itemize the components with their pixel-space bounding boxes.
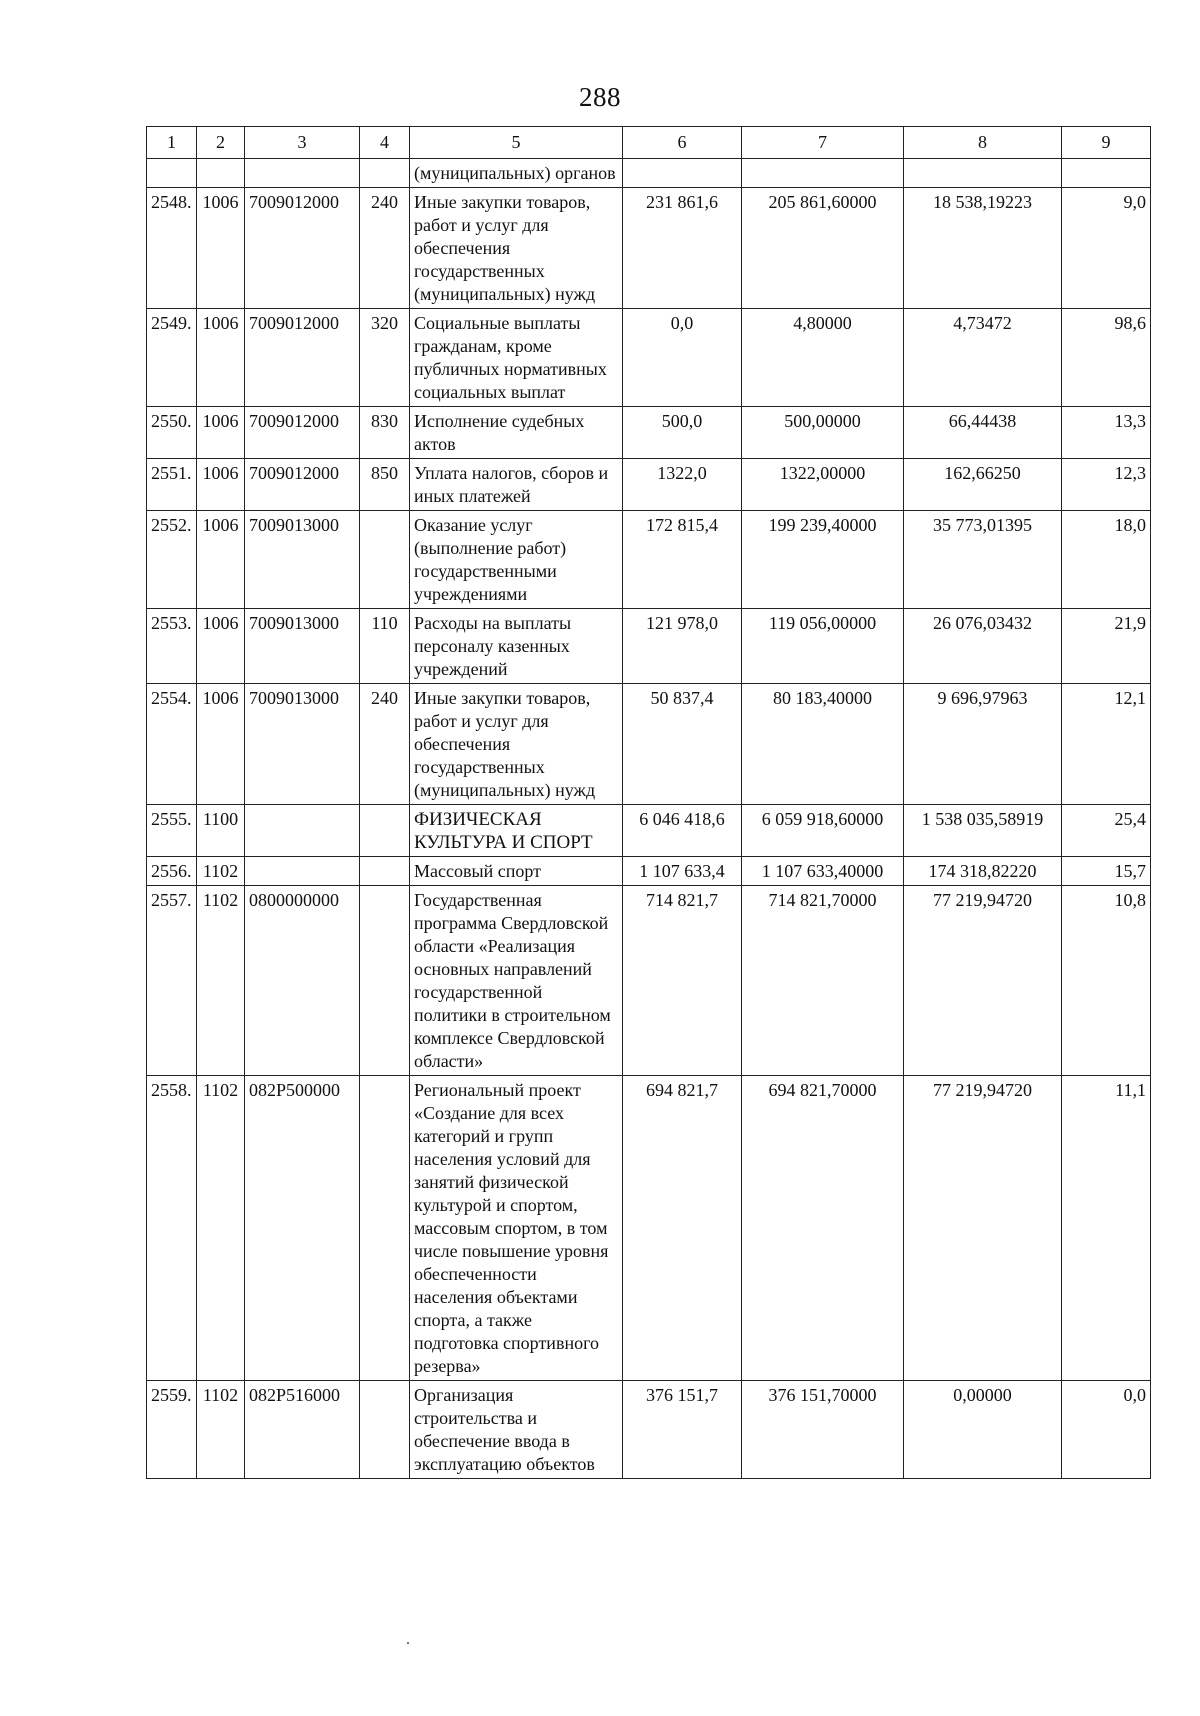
- amount-col6-cell: [623, 159, 742, 188]
- target-code-cell: 7009012000: [245, 407, 360, 459]
- target-code-cell: 7009013000: [245, 609, 360, 684]
- percent-cell: 21,9: [1062, 609, 1151, 684]
- section-code-cell: 1006: [197, 407, 245, 459]
- section-code-cell: 1102: [197, 1381, 245, 1479]
- description-cell: Региональный проект «Создание для всех категорий и групп населения условий для занятий физической культурой и спортом, массовым спортом, в том числе повышение уровня обеспеченности населения объектами спорта, а также подготовка спортивного резерва»: [410, 1076, 623, 1381]
- table-row: [147, 609, 1151, 684]
- percent-cell: 12,3: [1062, 459, 1151, 511]
- amount-col6-cell: 694 821,7: [623, 1076, 742, 1381]
- amount-col8-cell: 162,66250: [904, 459, 1062, 511]
- description-cell: Иные закупки товаров, работ и услуг для обеспечения государственных (муниципальных) нужд: [410, 188, 623, 309]
- table-row: [147, 407, 1151, 459]
- amount-col7-cell: 6 059 918,60000: [742, 805, 904, 857]
- section-code-cell: 1100: [197, 805, 245, 857]
- amount-col6-cell: 172 815,4: [623, 511, 742, 609]
- column-header: 9: [1062, 127, 1151, 159]
- amount-col6-cell: 6 046 418,6: [623, 805, 742, 857]
- amount-col8-cell: 0,00000: [904, 1381, 1062, 1479]
- expense-type-cell: 110: [360, 609, 410, 684]
- amount-col7-cell: [742, 159, 904, 188]
- budget-table: [146, 126, 1151, 1479]
- amount-col8-cell: [904, 159, 1062, 188]
- row-number-cell: 2549.: [147, 309, 197, 407]
- amount-col6-cell: 714 821,7: [623, 886, 742, 1076]
- percent-cell: 9,0: [1062, 188, 1151, 309]
- column-header: 8: [904, 127, 1062, 159]
- row-number-cell: 2552.: [147, 511, 197, 609]
- section-code-cell: 1102: [197, 857, 245, 886]
- page-number: 288: [579, 82, 621, 112]
- amount-col8-cell: 77 219,94720: [904, 886, 1062, 1076]
- column-header: 2: [197, 127, 245, 159]
- amount-col8-cell: 174 318,82220: [904, 857, 1062, 886]
- amount-col8-cell: 66,44438: [904, 407, 1062, 459]
- amount-col6-cell: 121 978,0: [623, 609, 742, 684]
- target-code-cell: [245, 805, 360, 857]
- amount-col6-cell: 500,0: [623, 407, 742, 459]
- target-code-cell: 7009012000: [245, 188, 360, 309]
- percent-cell: 12,1: [1062, 684, 1151, 805]
- percent-cell: 25,4: [1062, 805, 1151, 857]
- target-code-cell: 082P500000: [245, 1076, 360, 1381]
- table-row: [147, 1076, 1151, 1381]
- table-row: [147, 886, 1151, 1076]
- description-cell: (муниципальных) органов: [410, 159, 623, 188]
- amount-col8-cell: 35 773,01395: [904, 511, 1062, 609]
- amount-col7-cell: 4,80000: [742, 309, 904, 407]
- amount-col7-cell: 1 107 633,40000: [742, 857, 904, 886]
- expense-type-cell: [360, 159, 410, 188]
- section-code-cell: 1006: [197, 309, 245, 407]
- percent-cell: 10,8: [1062, 886, 1151, 1076]
- section-code-cell: 1006: [197, 188, 245, 309]
- continuation-row: [147, 159, 1151, 188]
- percent-cell: [1062, 159, 1151, 188]
- description-cell: Расходы на выплаты персоналу казенных учреждений: [410, 609, 623, 684]
- table-body: [147, 159, 1151, 1479]
- target-code-cell: [245, 857, 360, 886]
- description-cell: Исполнение судебных актов: [410, 407, 623, 459]
- percent-cell: 98,6: [1062, 309, 1151, 407]
- column-header: 3: [245, 127, 360, 159]
- table-row: [147, 1381, 1151, 1479]
- amount-col7-cell: 80 183,40000: [742, 684, 904, 805]
- table-row: [147, 459, 1151, 511]
- description-cell: Организация строительства и обеспечение ввода в эксплуатацию объектов: [410, 1381, 623, 1479]
- percent-cell: 13,3: [1062, 407, 1151, 459]
- description-cell: Оказание услуг (выполнение работ) государственными учреждениями: [410, 511, 623, 609]
- target-code-cell: 7009013000: [245, 684, 360, 805]
- expense-type-cell: [360, 511, 410, 609]
- table-row: [147, 188, 1151, 309]
- row-number-cell: 2553.: [147, 609, 197, 684]
- section-code-cell: 1006: [197, 609, 245, 684]
- section-code-cell: [197, 159, 245, 188]
- row-number-cell: 2551.: [147, 459, 197, 511]
- amount-col6-cell: 1322,0: [623, 459, 742, 511]
- row-number-cell: 2559.: [147, 1381, 197, 1479]
- section-code-cell: 1102: [197, 886, 245, 1076]
- amount-col8-cell: 1 538 035,58919: [904, 805, 1062, 857]
- amount-col7-cell: 199 239,40000: [742, 511, 904, 609]
- amount-col7-cell: 376 151,70000: [742, 1381, 904, 1479]
- row-number-cell: 2555.: [147, 805, 197, 857]
- percent-cell: 11,1: [1062, 1076, 1151, 1381]
- expense-type-cell: 240: [360, 684, 410, 805]
- description-cell: Государственная программа Свердловской области «Реализация основных направлений государственной политики в строительном комплексе Свердловской области»: [410, 886, 623, 1076]
- amount-col8-cell: 4,73472: [904, 309, 1062, 407]
- amount-col8-cell: 18 538,19223: [904, 188, 1062, 309]
- amount-col6-cell: 376 151,7: [623, 1381, 742, 1479]
- description-cell: Социальные выплаты гражданам, кроме публичных нормативных социальных выплат: [410, 309, 623, 407]
- expense-type-cell: [360, 805, 410, 857]
- row-number-cell: 2556.: [147, 857, 197, 886]
- amount-col7-cell: 1322,00000: [742, 459, 904, 511]
- expense-type-cell: [360, 1076, 410, 1381]
- section-code-cell: 1006: [197, 684, 245, 805]
- percent-cell: 18,0: [1062, 511, 1151, 609]
- scan-speck: [407, 1642, 409, 1644]
- expense-type-cell: [360, 886, 410, 1076]
- target-code-cell: 082P516000: [245, 1381, 360, 1479]
- target-code-cell: 7009012000: [245, 459, 360, 511]
- expense-type-cell: 850: [360, 459, 410, 511]
- amount-col6-cell: 50 837,4: [623, 684, 742, 805]
- target-code-cell: 0800000000: [245, 886, 360, 1076]
- amount-col6-cell: 0,0: [623, 309, 742, 407]
- expense-type-cell: 320: [360, 309, 410, 407]
- amount-col6-cell: 231 861,6: [623, 188, 742, 309]
- row-number-cell: 2554.: [147, 684, 197, 805]
- column-header: 1: [147, 127, 197, 159]
- amount-col7-cell: 500,00000: [742, 407, 904, 459]
- row-number-cell: 2548.: [147, 188, 197, 309]
- amount-col8-cell: 9 696,97963: [904, 684, 1062, 805]
- column-header: 7: [742, 127, 904, 159]
- target-code-cell: [245, 159, 360, 188]
- section-code-cell: 1006: [197, 511, 245, 609]
- amount-col7-cell: 205 861,60000: [742, 188, 904, 309]
- amount-col7-cell: 694 821,70000: [742, 1076, 904, 1381]
- section-code-cell: 1006: [197, 459, 245, 511]
- percent-cell: 0,0: [1062, 1381, 1151, 1479]
- section-code-cell: 1102: [197, 1076, 245, 1381]
- target-code-cell: 7009013000: [245, 511, 360, 609]
- amount-col8-cell: 26 076,03432: [904, 609, 1062, 684]
- table-row: [147, 309, 1151, 407]
- row-number-cell: [147, 159, 197, 188]
- amount-col7-cell: 714 821,70000: [742, 886, 904, 1076]
- expense-type-cell: 240: [360, 188, 410, 309]
- column-header: 4: [360, 127, 410, 159]
- column-header: 6: [623, 127, 742, 159]
- description-cell: ФИЗИЧЕСКАЯ КУЛЬТУРА И СПОРТ: [410, 805, 623, 857]
- expense-type-cell: 830: [360, 407, 410, 459]
- expense-type-cell: [360, 857, 410, 886]
- target-code-cell: 7009012000: [245, 309, 360, 407]
- description-cell: Массовый спорт: [410, 857, 623, 886]
- amount-col8-cell: 77 219,94720: [904, 1076, 1062, 1381]
- expense-type-cell: [360, 1381, 410, 1479]
- column-header: 5: [410, 127, 623, 159]
- amount-col6-cell: 1 107 633,4: [623, 857, 742, 886]
- table-row: [147, 805, 1151, 857]
- row-number-cell: 2557.: [147, 886, 197, 1076]
- table-row: [147, 511, 1151, 609]
- description-cell: Уплата налогов, сборов и иных платежей: [410, 459, 623, 511]
- row-number-cell: 2550.: [147, 407, 197, 459]
- table-row: [147, 684, 1151, 805]
- amount-col7-cell: 119 056,00000: [742, 609, 904, 684]
- description-cell: Иные закупки товаров, работ и услуг для обеспечения государственных (муниципальных) нужд: [410, 684, 623, 805]
- percent-cell: 15,7: [1062, 857, 1151, 886]
- table-row: [147, 857, 1151, 886]
- row-number-cell: 2558.: [147, 1076, 197, 1381]
- column-header-row: [147, 127, 1151, 159]
